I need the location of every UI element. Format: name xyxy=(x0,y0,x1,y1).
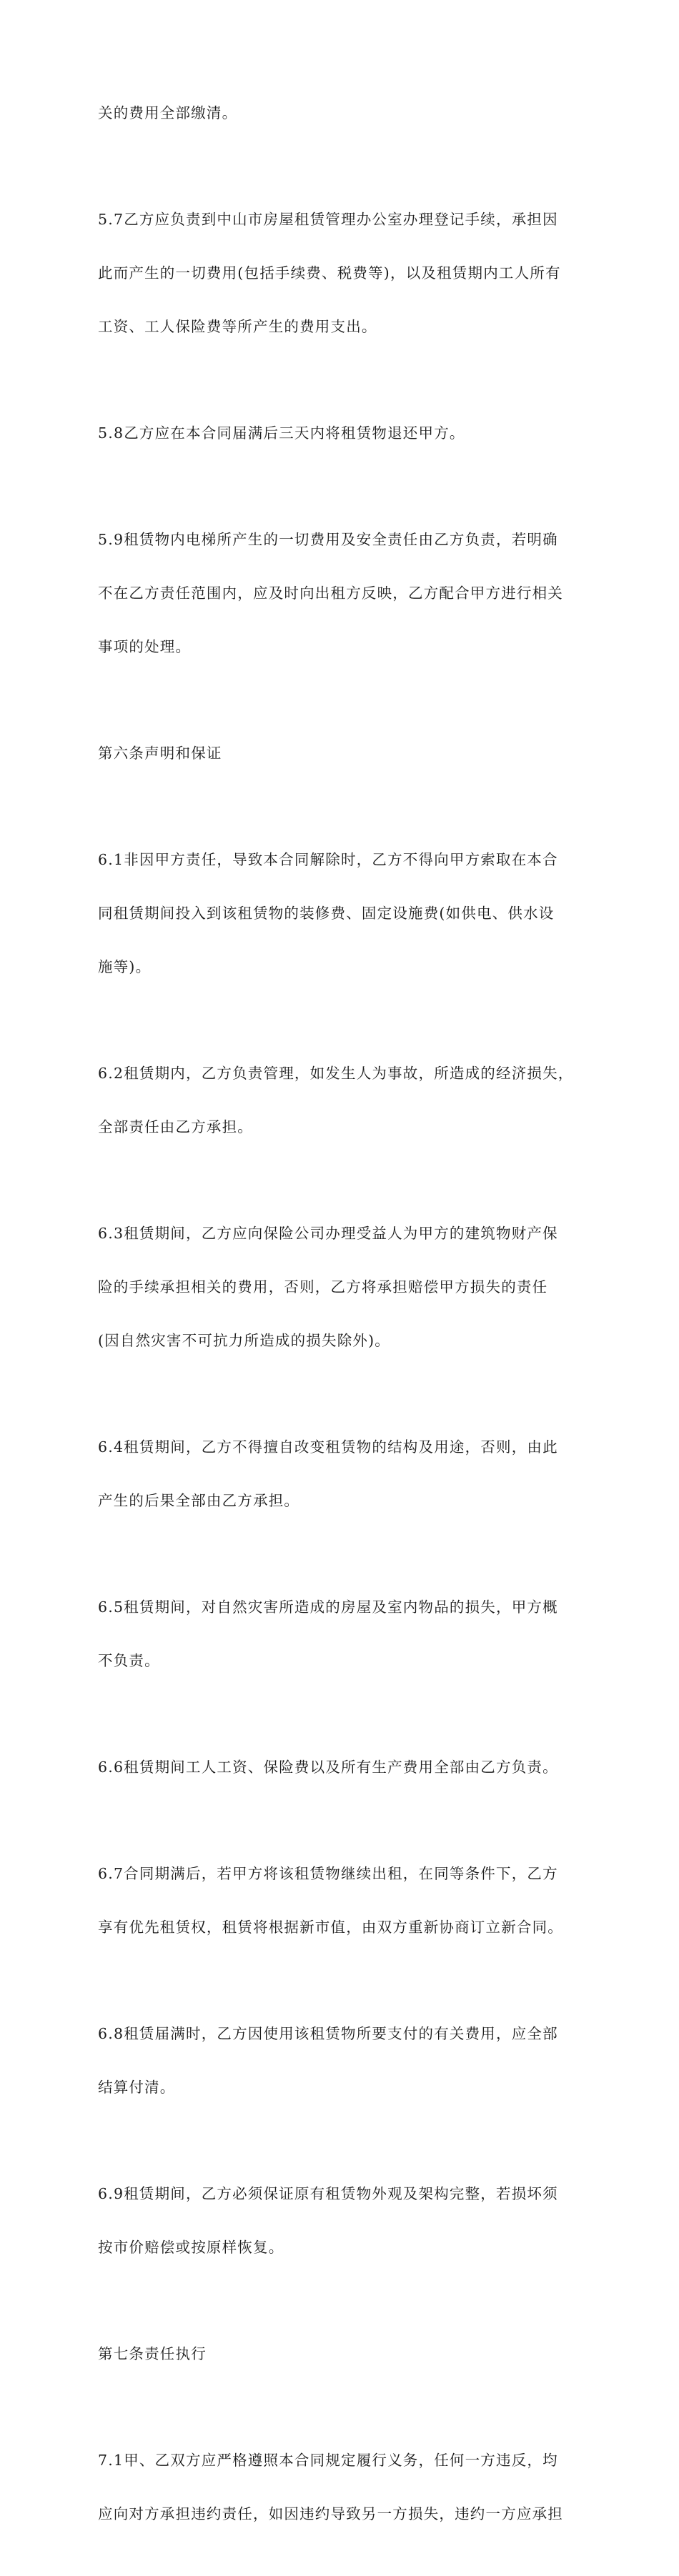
clause-6-6 xyxy=(98,1723,584,1812)
clause-5-9 xyxy=(98,495,584,692)
text-line: 6.7合同期满后，若甲方将该租赁物继续出租，在同等条件下，乙方 xyxy=(98,1865,558,1882)
clause-6-8 xyxy=(98,1989,584,2132)
clause-7-1 xyxy=(98,2416,584,2559)
text-line: 6.8租赁届满时，乙方因使用该租赁物所要支付的有关费用，应全部 xyxy=(98,2025,558,2042)
text-line: 6.5租赁期间，对自然灾害所造成的房屋及室内物品的损失，甲方概 xyxy=(98,1598,558,1616)
text-line: 应向对方承担违约责任，如因违约导致另一方损失，违约一方应承担 xyxy=(98,2505,563,2522)
text-line: 全部责任由乙方承担。 xyxy=(98,1118,253,1135)
text-line: 6.2租赁期内，乙方负责管理，如发生人为事故，所造成的经济损失， xyxy=(98,1065,574,1082)
text-line: 6.3租赁期间，乙方应向保险公司办理受益人为甲方的建筑物财产保 xyxy=(98,1225,558,1242)
clause-6-9 xyxy=(98,2149,584,2292)
text-line: 5.7乙方应负责到中山市房屋租赁管理办公室办理登记手续，承担因 xyxy=(98,211,558,228)
clause-6-3 xyxy=(98,1189,584,1386)
heading-text: 第六条声明和保证 xyxy=(98,745,222,762)
text-line: 产生的后果全部由乙方承担。 xyxy=(98,1492,300,1509)
heading-text: 第七条责任执行 xyxy=(98,2345,207,2362)
text-line: 不在乙方责任范围内，应及时向出租方反映，乙方配合甲方进行相关 xyxy=(98,585,563,602)
text-line: 关的费用全部缴清。 xyxy=(98,104,238,121)
clause-6-2 xyxy=(98,1029,584,1172)
clause-6-7 xyxy=(98,1829,584,1972)
text-line: 施等)。 xyxy=(98,958,152,975)
clause-6-1 xyxy=(98,815,584,1012)
text-line: 6.6租赁期间工人工资、保险费以及所有生产费用全部由乙方负责。 xyxy=(98,1759,558,1776)
text-line: 此而产生的一切费用(包括手续费、税费等)，以及租赁期内工人所有 xyxy=(98,264,561,282)
text-line: 按市价赔偿或按原样恢复。 xyxy=(98,2239,284,2256)
section-heading-article-7 xyxy=(98,2309,584,2399)
text-line: 5.9租赁物内电梯所产生的一切费用及安全责任由乙方负责，若明确 xyxy=(98,531,558,548)
text-line: 6.4租赁期间，乙方不得擅自改变租赁物的结构及用途，否则，由此 xyxy=(98,1438,558,1456)
text-line: 工资、工人保险费等所产生的费用支出。 xyxy=(98,318,377,335)
clause-5-8 xyxy=(98,389,584,478)
text-line: 6.1非因甲方责任，导致本合同解除时，乙方不得向甲方索取在本合 xyxy=(98,851,558,868)
text-line: 同租赁期间投入到该租赁物的装修费、固定设施费(如供电、供水设 xyxy=(98,905,555,922)
text-line: 享有优先租赁权，租赁将根据新市值，由双方重新协商订立新合同。 xyxy=(98,1919,563,1936)
text-line: 事项的处理。 xyxy=(98,638,192,655)
text-line: 结算付清。 xyxy=(98,2079,176,2096)
clause-5-7 xyxy=(98,175,584,372)
paragraph-5-6-tail xyxy=(98,69,584,158)
text-line: 7.1甲、乙双方应严格遵照本合同规定履行义务，任何一方违反，均 xyxy=(98,2452,558,2469)
document-body xyxy=(98,69,584,2576)
clause-6-5 xyxy=(98,1563,584,1706)
text-line: 6.9租赁期间，乙方必须保证原有租赁物外观及架构完整，若损坏须 xyxy=(98,2185,558,2202)
text-line: 不负责。 xyxy=(98,1652,160,1669)
text-line: 险的手续承担相关的费用，否则，乙方将承担赔偿甲方损失的责任 xyxy=(98,1278,548,1296)
text-line: 5.8乙方应在本合同届满后三天内将租赁物退还甲方。 xyxy=(98,424,465,442)
text-line: (因自然灾害不可抗力所造成的损失除外)。 xyxy=(98,1332,390,1349)
section-heading-article-6 xyxy=(98,709,584,798)
clause-6-4 xyxy=(98,1403,584,1546)
